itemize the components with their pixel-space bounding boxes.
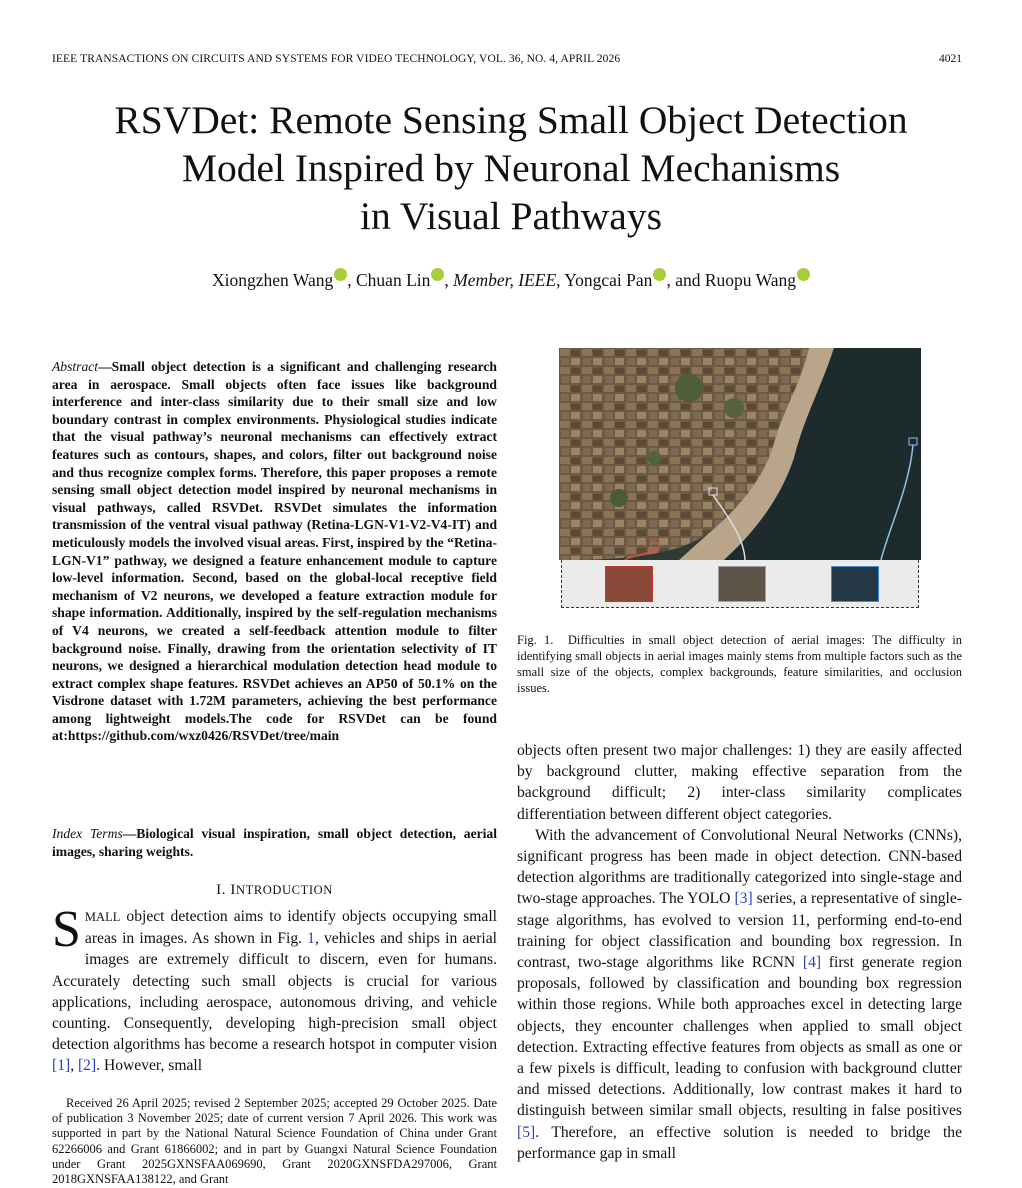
author-membership: Member, IEEE	[453, 269, 557, 290]
orcid-icon[interactable]	[797, 268, 810, 281]
author-name: Yongcai Pan	[564, 269, 653, 290]
section-heading: I. INTRODUCTION	[216, 882, 333, 898]
abstract-label: Abstract	[52, 359, 99, 374]
title-line: RSVDet: Remote Sensing Small Object Detection	[114, 98, 908, 142]
figure-1	[559, 348, 921, 610]
zoomed-vehicle-crop	[718, 566, 766, 602]
paragraph: With the advancement of Convolutional Neural Networks (CNNs), significant progress has been made in object detection. CNN-based detection algorithms are traditionally categorized into single-stage and two-stage approaches. The YOLO [3] series, a representative of single-stage algorithms, has evolved to version 11, performing end-to-end training for object classification and bounding box regression. In contrast, two-stage algorithms like RCNN [4] first generate region proposals, followed by classification and bounding box regression within those regions. While both approaches excel in detecting large objects, they encounter challenges when applied to small object detection. Extracting effective features from objects as small as one or a few pixels is difficult, leading to confusion with background clutter and missed detections. Additionally, low contrast makes it hard to distinguish between similar small objects, resulting in false positives [5]. Therefore, an effective solution is needed to bridge the performance gap in small	[517, 826, 962, 1162]
zoomed-vehicle-crop	[605, 566, 653, 602]
aerial-image-svg	[559, 348, 921, 560]
citation-link[interactable]: [4]	[802, 954, 822, 972]
abstract	[52, 358, 497, 745]
paper-title	[0, 96, 1022, 240]
index-terms-text: —Biological visual inspiration, small object detection, aerial images, sharing weights.	[52, 826, 497, 859]
zoomed-crops-strip	[561, 560, 919, 608]
author-name: Chuan Lin	[356, 269, 431, 290]
introduction-text: SMALL object detection aims to identify objects occupying small areas in images. As shown in Fig. 1, vehicles and ships in aerial images are extremely difficult to discern, even for humans. Accurately detecting such small objects is crucial for various applications, including aerospace, autonomous driving, and vehicle counting. Consequently, developing high-precision small object detection algorithms has become a research hotspot in computer vision [1], [2]. However, small	[52, 901, 498, 1075]
running-header: IEEE TRANSACTIONS ON CIRCUITS AND SYSTEMS FOR VIDEO TECHNOLOGY, VOL. 36, NO. 4, APRIL 2026	[52, 53, 621, 65]
title-line: Model Inspired by Neuronal Mechanisms	[181, 146, 841, 190]
orcid-icon[interactable]	[334, 268, 347, 281]
citation-link[interactable]: [5]	[517, 1123, 536, 1141]
figure-reference-link[interactable]: 1	[307, 930, 315, 948]
citation-link[interactable]: [2]	[77, 1057, 97, 1075]
index-terms	[52, 825, 497, 860]
aerial-image	[559, 348, 921, 560]
author-name: Xiongzhen Wang	[212, 269, 334, 290]
citation-link[interactable]: [1]	[52, 1057, 71, 1075]
footnote: Received 26 April 2025; revised 2 September 2025; accepted 29 October 2025. Date of publication 3 November 2025; date of current version 7 April 2026. This work was supported in part by the National Natural Science Foundation of China under Grant 62266006 and Grant 61866002; and in part by Guangxi Natural Science Foundation under Grant 2025GXNSFAA069690, Grant 2020GXNSFDA297006, Grant 2018GXNSFAA138122, and Grant	[52, 1096, 497, 1187]
page-number: 4021	[939, 53, 962, 65]
drop-cap: S	[52, 901, 81, 958]
paragraph: objects often present two major challenges: 1) they are easily affected by background clutter, making effective separation from the background difficult; 2) inter-class similarity complicates differentiation between different object categories.	[517, 742, 962, 823]
title-line: in Visual Pathways	[360, 194, 662, 238]
abstract-text: —Small object detection is a significant and challenging research area in aerospace. Small objects often face issues like background interference and inter-class similarity due to their small size and low boundary contrast in complex environments. Physiological studies indicate that the visual pathway’s neuronal mechanisms can effectively extract features such as contours, shapes, and colors, filter out background noise and thus recognize complex forms. Therefore, this paper proposes a remote sensing small object detection model inspired by neuronal mechanisms in visual pathways, called RSVDet. RSVDet simulates the information transmission of the ventral visual pathway (Retina-LGN-V1-V2-V4-IT) and meticulously models the involved visual areas. First, inspired by the “Retina-LGN-V1” pathway, we designed a feature enhancement module to capture low-level information. Second, based on the global-local receptive field mechanism of V2 neurons, we developed a feature extraction module for shape information. Additionally, inspired by the self-regulation mechanisms of V4 neurons, we created a self-feedback attention module to filter background noise. Finally, drawing from the orientation selectivity of IT neurons, we designed a hierarchical modulation detection head module to extract complex shape features. RSVDet achieves an AP50 of 50.1% on the Visdrone dataset with 1.72M parameters, achieving the best performance among lightweight models.The code for RSVDet can be found at:https://github.com/wxz0426/RSVDet/tree/main	[52, 359, 497, 744]
citation-link[interactable]: [3]	[734, 890, 753, 908]
author-list: Xiongzhen Wang , Chuan Lin , Member, IEEE, Yongcai Pan , and Ruopu Wang	[0, 266, 1022, 291]
zoomed-ship-crop	[831, 566, 879, 602]
author-name: Ruopu Wang	[704, 269, 796, 290]
orcid-icon[interactable]	[653, 268, 666, 281]
right-column-text	[517, 740, 962, 1164]
figure-caption: Fig. 1. Difficulties in small object detection of aerial images: The difficulty in identifying small objects in aerial images mainly stems from multiple factors such as the small size of the objects, complex backgrounds, feature similarities, and occlusion issues.	[517, 633, 962, 695]
index-terms-label: Index Terms	[52, 826, 123, 841]
orcid-icon[interactable]	[431, 268, 444, 281]
